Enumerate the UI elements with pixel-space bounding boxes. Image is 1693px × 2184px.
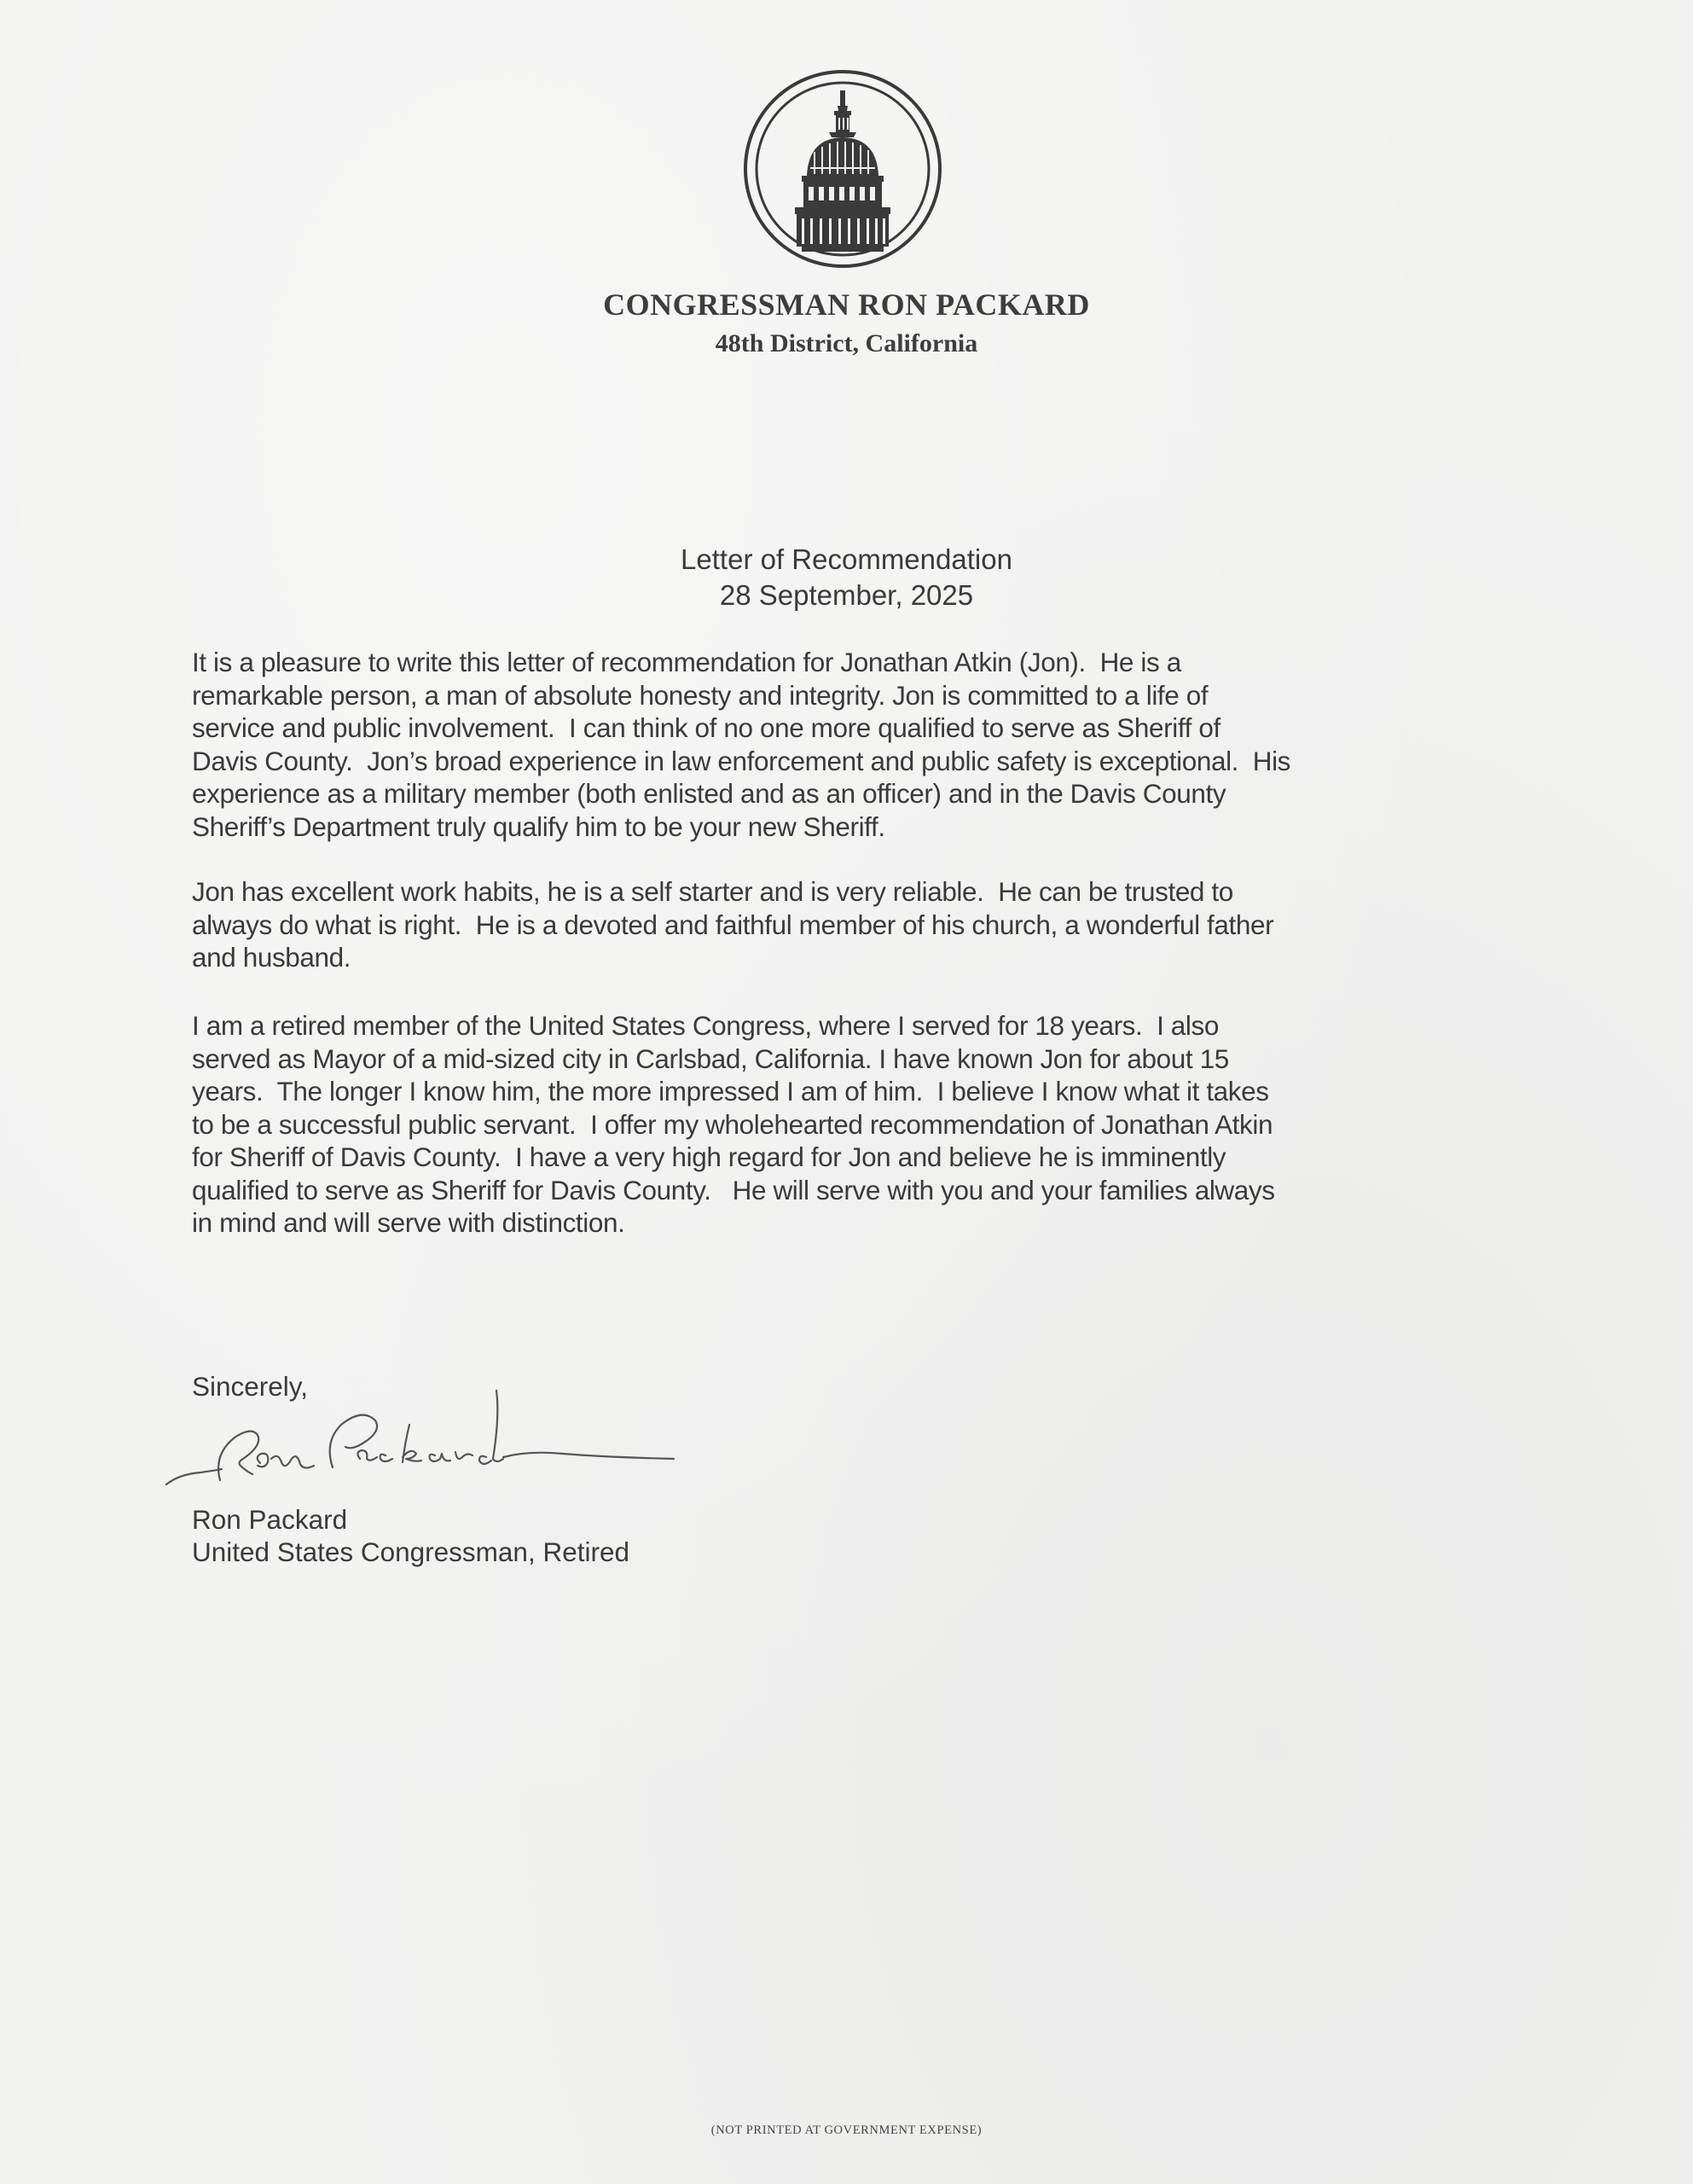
text-line: served as Mayor of a mid-sized city in Carlsbad, California. I have known Jon for about 15 (192, 1043, 1229, 1074)
text-line: service and public involvement. I can think of no one more qualified to serve as Sheriff of (192, 712, 1220, 743)
signer-name: Ron Packard (192, 1504, 348, 1535)
signer-title: United States Congressman, Retired (192, 1536, 629, 1567)
text-line: and husband. (192, 942, 351, 973)
text-line: qualified to serve as Sheriff for Davis County. He will serve with you and your families always (192, 1174, 1275, 1205)
document-date: 28 September, 2025 (719, 579, 974, 611)
paragraph-2 (192, 875, 1522, 974)
text-line: I am a retired member of the United States Congress, where I served for 18 years. I also (192, 1010, 1219, 1041)
text-line: for Sheriff of Davis County. I have a very high regard for Jon and believe he is imminently (192, 1141, 1226, 1172)
document-title: Letter of Recommendation (681, 543, 1012, 575)
letterhead-district: 48th District, California (715, 329, 978, 357)
paragraph-1 (192, 646, 1522, 843)
text-line: Jon has excellent work habits, he is a self starter and is very reliable. He can be trusted to (192, 876, 1233, 907)
text-line: experience as a military member (both enlisted and as an officer) and in the Davis County (192, 778, 1226, 809)
closing-salutation: Sincerely, (192, 1371, 308, 1402)
text-line: in mind and will serve with distinction. (192, 1207, 625, 1238)
letterhead-name: CONGRESSMAN RON PACKARD (603, 288, 1090, 322)
text-line: always do what is right. He is a devoted and faithful member of his church, a wonderful father (192, 909, 1274, 940)
capitol-dome-seal-icon (740, 67, 945, 271)
text-line: to be a successful public servant. I offer my wholehearted recommendation of Jonathan Atkin (192, 1108, 1273, 1140)
text-line: years. The longer I know him, the more impressed I am of him. I believe I know what it takes (192, 1076, 1269, 1107)
text-line: Sheriff’s Department truly qualify him to be your new Sheriff. (192, 810, 885, 842)
footer-notice: (NOT PRINTED AT GOVERNMENT EXPENSE) (710, 2123, 983, 2137)
text-line: Davis County. Jon’s broad experience in law enforcement and public safety is exceptional. His (192, 745, 1291, 776)
paragraph-3 (192, 1009, 1522, 1240)
text-line: It is a pleasure to write this letter of recommendation for Jonathan Atkin (Jon). He is a (192, 647, 1181, 677)
text-line: remarkable person, a man of absolute honesty and integrity. Jon is committed to a life of (192, 679, 1209, 711)
handwritten-signature (162, 1374, 742, 1502)
